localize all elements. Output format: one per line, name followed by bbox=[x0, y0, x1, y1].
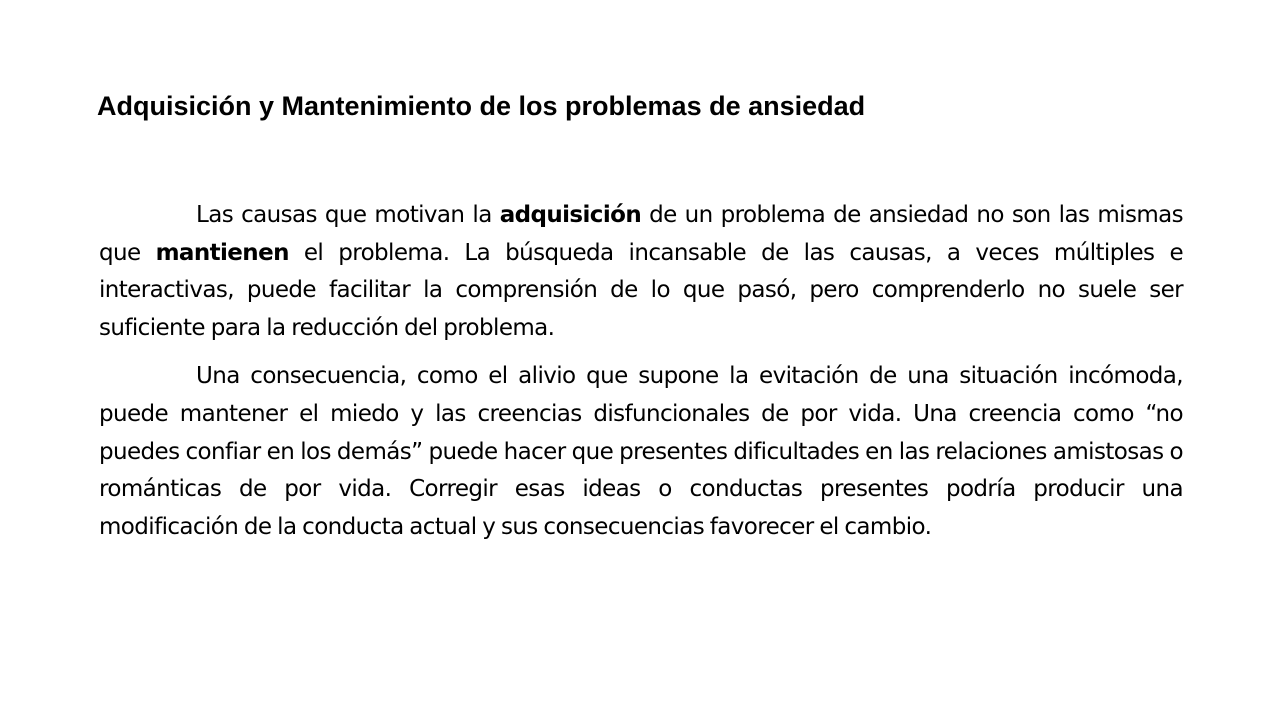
paragraph-consequence: Una consecuencia, como el alivio que supone la evitación de una situación incómoda, puede mantener el miedo y las creencias disfuncionales de por vida. Una creencia como “no puedes confiar en los demás” puede hacer que presentes dificultades en las relaciones amistosas o románticas de por vida. Corregir esas ideas o conductas presentes podría producir una modificación de la conducta actual y sus consecuencias favorecer el cambio. bbox=[99, 363, 1183, 540]
paragraph-acquisition bbox=[99, 197, 1183, 347]
paragraph-1-text-1: Las causas que motivan la bbox=[196, 202, 500, 228]
paragraph-1-text-2: de un problema de ansiedad no son las mismas que bbox=[99, 202, 1184, 266]
keyword-adquisicion: adquisición bbox=[499, 202, 642, 228]
keyword-mantienen: mantienen bbox=[155, 239, 289, 266]
paragraph-1-text-3: el problema. La búsqueda incansable de las causas, a veces múltiples e interactivas, puede facilitar la comprensión de lo que pasó, pero comprenderlo no suele ser suficiente para la reducción del problema. bbox=[99, 239, 1183, 341]
slide-body bbox=[99, 197, 1183, 557]
slide-title: Adquisición y Mantenimiento de los problemas de ansiedad bbox=[97, 91, 866, 121]
